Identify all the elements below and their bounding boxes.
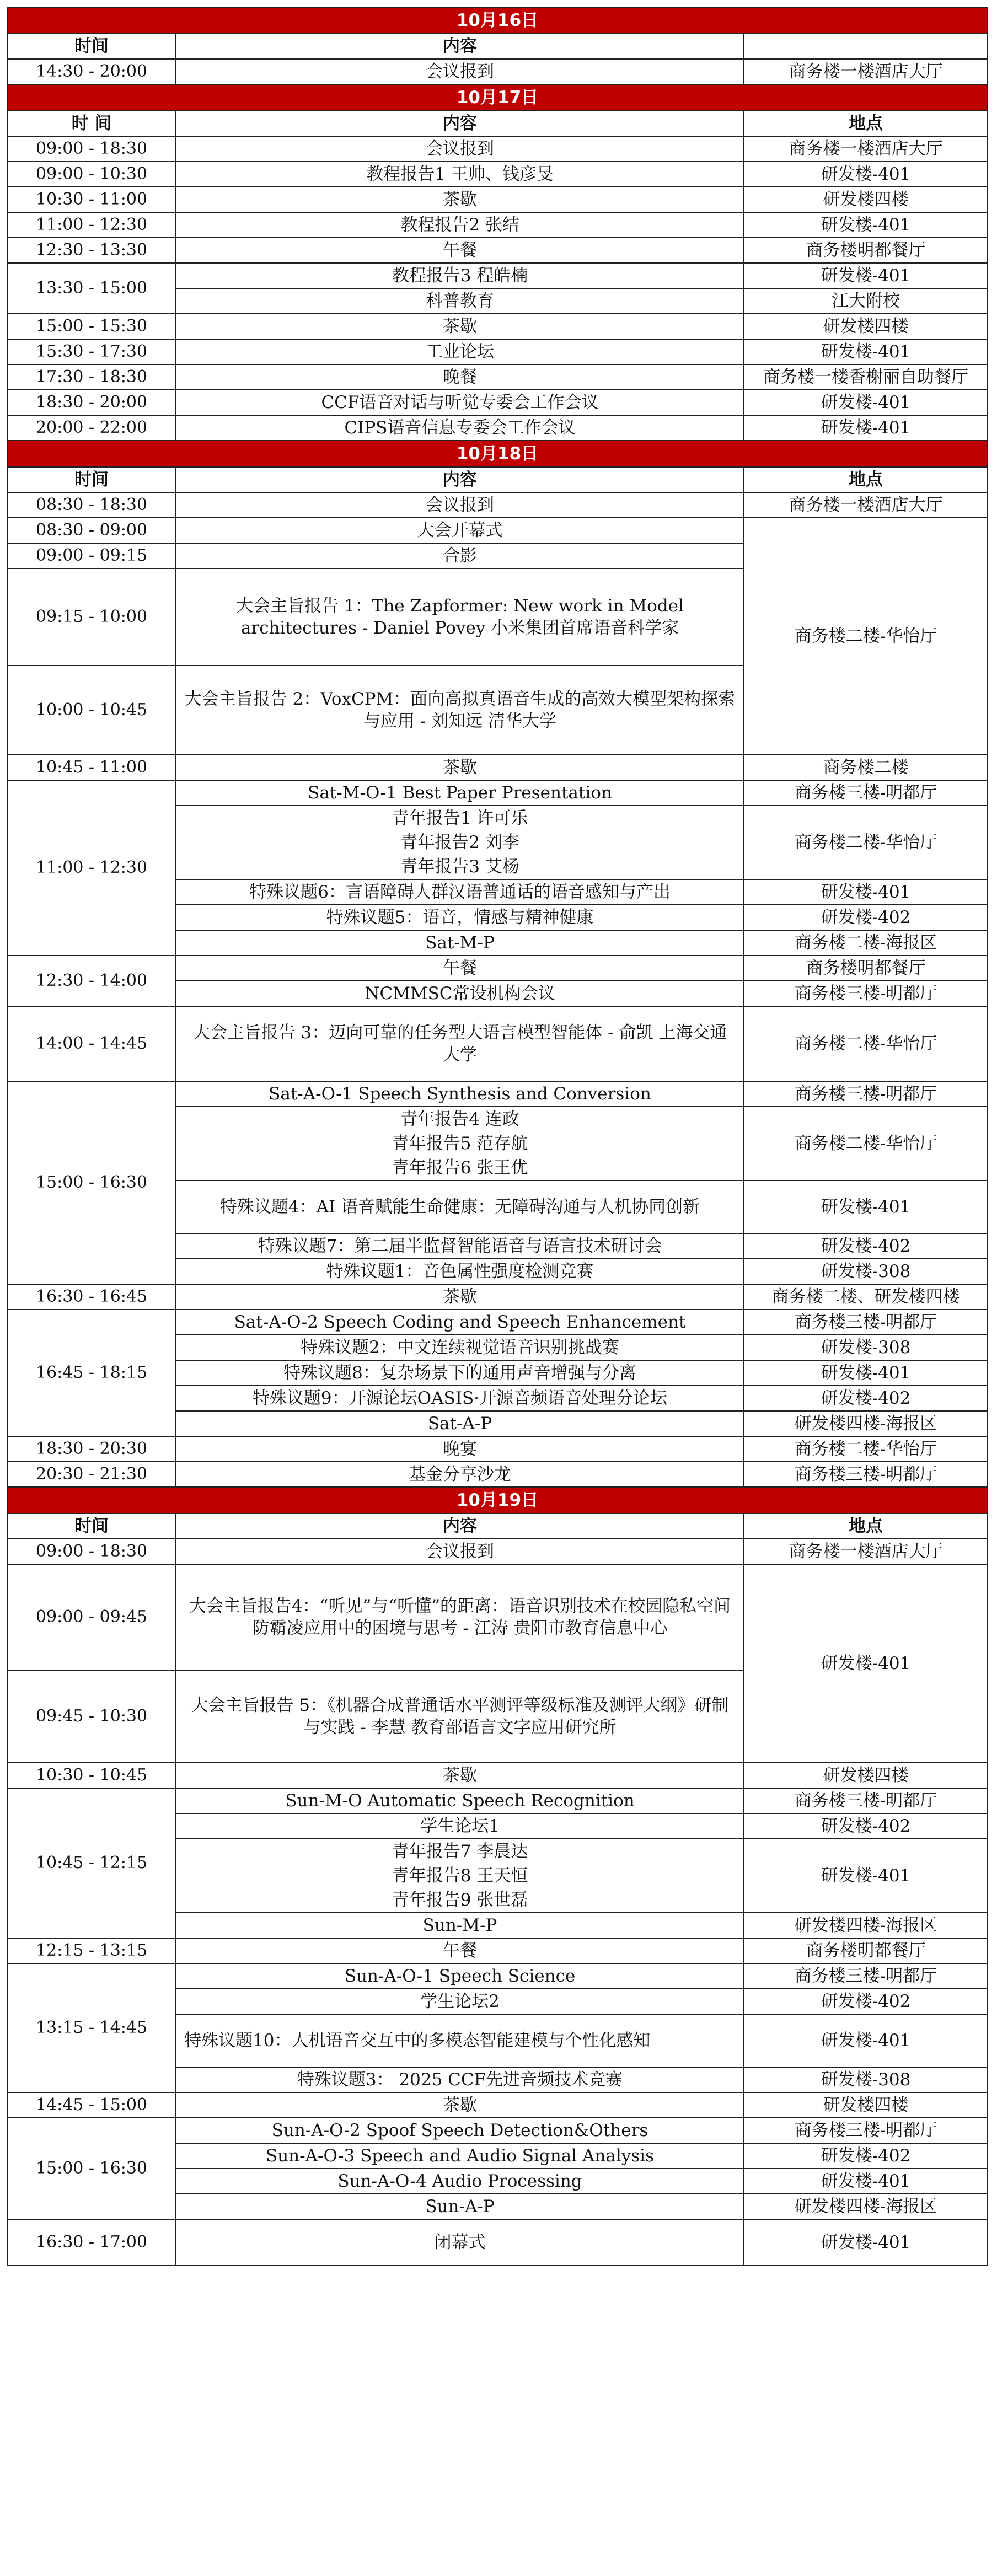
content-cell: Sun-A-P <box>176 2194 744 2219</box>
content-header: 内容 <box>176 111 744 136</box>
location-cell: 研发楼-402 <box>744 1813 988 1839</box>
content-cell: Sun-A-O-2 Spoof Speech Detection&Others <box>176 2118 744 2143</box>
location-cell: 研发楼-401 <box>744 2169 988 2194</box>
content-cell: 青年报告2 刘李 <box>176 830 744 855</box>
content-cell: 青年报告4 连政 <box>176 1107 744 1131</box>
time-cell: 09:00 - 18:30 <box>7 1539 176 1564</box>
time-cell: 08:30 - 18:30 <box>7 492 176 518</box>
content-cell: 基金分享沙龙 <box>176 1462 744 1487</box>
location-cell: 研发楼-401 <box>744 339 988 364</box>
column-header-row <box>7 34 988 59</box>
location-cell: 研发楼-401 <box>744 212 988 238</box>
location-cell: 商务楼三楼-明都厅 <box>744 1310 988 1335</box>
location-cell: 研发楼-401 <box>744 2219 988 2266</box>
location-header: 地点 <box>744 111 988 136</box>
content-cell: 特殊议题8：复杂场景下的通用声音增强与分离 <box>176 1360 744 1386</box>
content-cell: CIPS语音信息专委会工作会议 <box>176 415 744 441</box>
content-cell: 大会开幕式 <box>176 518 744 543</box>
schedule-table <box>7 7 988 2266</box>
content-header: 内容 <box>176 34 744 59</box>
day-header-row <box>7 7 988 34</box>
time-cell: 15:30 - 17:30 <box>7 339 176 364</box>
location-cell: 商务楼明都餐厅 <box>744 956 988 981</box>
location-cell: 商务楼三楼-明都厅 <box>744 780 988 806</box>
time-cell: 10:00 - 10:45 <box>7 666 176 755</box>
column-header-row <box>7 467 988 492</box>
content-cell: CCF语音对话与听觉专委会工作会议 <box>176 390 744 415</box>
time-cell: 13:15 - 14:45 <box>7 1963 176 2092</box>
content-cell: 大会主旨报告 3：迈向可靠的任务型大语言模型智能体 - 俞凯 上海交通大学 <box>176 1006 744 1081</box>
location-cell: 研发楼-401 <box>744 2014 988 2067</box>
content-cell: 青年报告9 张世磊 <box>176 1888 744 1913</box>
content-cell: 大会主旨报告 1：The Zapformer: New work in Model architectures - Daniel Povey 小米集团首席语音科学家 <box>176 568 744 666</box>
location-cell: 研发楼四楼 <box>744 187 988 212</box>
table-row <box>7 238 988 263</box>
location-cell: 研发楼-401 <box>744 879 988 905</box>
time-cell: 16:45 - 18:15 <box>7 1310 176 1436</box>
day-header-row <box>7 84 988 111</box>
content-cell: 会议报到 <box>176 492 744 518</box>
content-cell: 大会主旨报告 2：VoxCPM：面向高拟真语音生成的高效大模型架构探索与应用 - 刘知远 清华大学 <box>176 666 744 755</box>
table-row <box>7 415 988 441</box>
location-cell: 研发楼-401 <box>744 1564 988 1763</box>
location-cell: 研发楼-308 <box>744 2067 988 2092</box>
content-cell: 午餐 <box>176 238 744 263</box>
table-row <box>7 1436 988 1462</box>
time-cell: 09:45 - 10:30 <box>7 1670 176 1763</box>
table-row <box>7 1763 988 1788</box>
location-cell: 商务楼二楼-华怡厅 <box>744 1107 988 1180</box>
location-cell: 商务楼二楼-海报区 <box>744 930 988 956</box>
day-title: 10月17日 <box>7 84 988 111</box>
content-cell: 工业论坛 <box>176 339 744 364</box>
content-cell: 特殊议题9：开源论坛OASIS·开源音频语音处理分论坛 <box>176 1386 744 1411</box>
time-cell: 17:30 - 18:30 <box>7 364 176 390</box>
content-cell: 大会主旨报告4：“听见”与“听懂”的距离：语音识别技术在校园隐私空间防霸凌应用中的困境与思考 - 江涛 贵阳市教育信息中心 <box>176 1564 744 1670</box>
time-cell: 10:45 - 11:00 <box>7 755 176 780</box>
content-cell: Sat-A-O-1 Speech Synthesis and Conversion <box>176 1081 744 1107</box>
time-cell: 09:15 - 10:00 <box>7 568 176 666</box>
location-cell: 商务楼三楼-明都厅 <box>744 2118 988 2143</box>
time-cell: 09:00 - 10:30 <box>7 162 176 187</box>
location-cell: 商务楼三楼-明都厅 <box>744 981 988 1006</box>
content-cell: 青年报告1 许可乐 <box>176 806 744 830</box>
time-cell: 18:30 - 20:30 <box>7 1436 176 1462</box>
content-cell: 教程报告1 王帅、钱彦旻 <box>176 162 744 187</box>
location-cell: 研发楼-401 <box>744 162 988 187</box>
day-title: 10月16日 <box>7 7 988 34</box>
time-cell: 16:30 - 17:00 <box>7 2219 176 2266</box>
location-cell: 商务楼明都餐厅 <box>744 1938 988 1963</box>
content-cell: 青年报告3 艾杨 <box>176 855 744 879</box>
location-cell: 研发楼-401 <box>744 1180 988 1233</box>
table-row <box>7 518 988 543</box>
time-cell: 09:00 - 18:30 <box>7 136 176 162</box>
location-cell: 商务楼二楼-华怡厅 <box>744 518 988 755</box>
time-cell: 10:45 - 12:15 <box>7 1788 176 1938</box>
time-cell: 11:00 - 12:30 <box>7 212 176 238</box>
time-cell: 09:00 - 09:45 <box>7 1564 176 1670</box>
time-cell: 13:30 - 15:00 <box>7 263 176 314</box>
content-cell: 茶歇 <box>176 1284 744 1310</box>
table-row <box>7 956 988 981</box>
location-cell: 研发楼-401 <box>744 1839 988 1913</box>
location-cell: 研发楼-402 <box>744 1989 988 2014</box>
table-row <box>7 2092 988 2118</box>
content-cell: 青年报告6 张王优 <box>176 1156 744 1180</box>
content-cell: Sun-M-P <box>176 1913 744 1938</box>
location-cell: 商务楼三楼-明都厅 <box>744 1788 988 1813</box>
table-row <box>7 390 988 415</box>
content-cell: 会议报到 <box>176 59 744 84</box>
time-cell: 12:15 - 13:15 <box>7 1938 176 1963</box>
content-cell: 学生论坛2 <box>176 1989 744 2014</box>
content-header: 内容 <box>176 1514 744 1539</box>
time-cell: 12:30 - 14:00 <box>7 956 176 1006</box>
location-cell: 研发楼四楼 <box>744 1763 988 1788</box>
content-cell: 茶歇 <box>176 1763 744 1788</box>
table-row <box>7 1539 988 1564</box>
time-header: 时间 <box>7 1514 176 1539</box>
content-cell: 会议报到 <box>176 1539 744 1564</box>
time-cell: 15:00 - 15:30 <box>7 314 176 339</box>
content-cell: 晚餐 <box>176 364 744 390</box>
time-cell: 10:30 - 10:45 <box>7 1763 176 1788</box>
table-row <box>7 1938 988 1963</box>
location-header: 地点 <box>744 467 988 492</box>
location-cell: 江大附校 <box>744 288 988 314</box>
content-cell: 特殊议题7：第二届半监督智能语音与语言技术研讨会 <box>176 1233 744 1259</box>
table-row <box>7 212 988 238</box>
table-row <box>7 1310 988 1335</box>
time-header: 时间 <box>7 467 176 492</box>
content-cell: Sun-A-O-3 Speech and Audio Signal Analysis <box>176 2143 744 2169</box>
table-row <box>7 59 988 84</box>
time-header: 时 间 <box>7 111 176 136</box>
location-cell: 商务楼一楼香榭丽自助餐厅 <box>744 364 988 390</box>
content-cell: 午餐 <box>176 956 744 981</box>
location-cell: 商务楼二楼 <box>744 755 988 780</box>
table-row <box>7 1564 988 1670</box>
location-cell: 研发楼四楼-海报区 <box>744 1411 988 1436</box>
content-cell: 茶歇 <box>176 314 744 339</box>
location-header <box>744 34 988 59</box>
location-cell: 研发楼四楼-海报区 <box>744 1913 988 1938</box>
table-row <box>7 2118 988 2143</box>
content-cell: Sat-A-O-2 Speech Coding and Speech Enhancement <box>176 1310 744 1335</box>
location-cell: 研发楼-402 <box>744 1233 988 1259</box>
table-row <box>7 2219 988 2266</box>
time-cell: 11:00 - 12:30 <box>7 780 176 956</box>
content-cell: 特殊议题3： 2025 CCF先进音频技术竞赛 <box>176 2067 744 2092</box>
content-cell: Sun-A-O-4 Audio Processing <box>176 2169 744 2194</box>
location-cell: 研发楼-402 <box>744 2143 988 2169</box>
content-cell: 特殊议题6：言语障碍人群汉语普通话的语音感知与产出 <box>176 879 744 905</box>
table-row <box>7 1462 988 1487</box>
time-cell: 14:30 - 20:00 <box>7 59 176 84</box>
time-cell: 18:30 - 20:00 <box>7 390 176 415</box>
table-row <box>7 1284 988 1310</box>
location-cell: 研发楼四楼 <box>744 2092 988 2118</box>
day-title: 10月18日 <box>7 441 988 467</box>
location-cell: 研发楼四楼 <box>744 314 988 339</box>
content-cell: 青年报告8 王天恒 <box>176 1864 744 1888</box>
location-cell: 商务楼一楼酒店大厅 <box>744 59 988 84</box>
table-row <box>7 755 988 780</box>
location-cell: 研发楼-402 <box>744 905 988 930</box>
content-cell: 青年报告5 范存航 <box>176 1131 744 1156</box>
table-row <box>7 162 988 187</box>
time-cell: 14:45 - 15:00 <box>7 2092 176 2118</box>
content-cell: 青年报告7 李晨达 <box>176 1839 744 1864</box>
location-cell: 研发楼-401 <box>744 390 988 415</box>
table-row <box>7 492 988 518</box>
table-row <box>7 136 988 162</box>
time-cell: 20:00 - 22:00 <box>7 415 176 441</box>
location-cell: 研发楼-402 <box>744 1386 988 1411</box>
column-header-row <box>7 111 988 136</box>
content-cell: 晚宴 <box>176 1436 744 1462</box>
content-cell: 特殊议题5：语音，情感与精神健康 <box>176 905 744 930</box>
table-row <box>7 339 988 364</box>
location-cell: 商务楼三楼-明都厅 <box>744 1081 988 1107</box>
content-cell: Sun-A-O-1 Speech Science <box>176 1963 744 1989</box>
time-cell: 15:00 - 16:30 <box>7 2118 176 2219</box>
table-row <box>7 364 988 390</box>
table-row <box>7 1006 988 1081</box>
time-cell: 08:30 - 09:00 <box>7 518 176 543</box>
content-cell: 茶歇 <box>176 187 744 212</box>
content-cell: 特殊议题4：AI 语音赋能生命健康：无障碍沟通与人机协同创新 <box>176 1180 744 1233</box>
content-cell: 科普教育 <box>176 288 744 314</box>
table-row <box>7 1788 988 1813</box>
table-row <box>7 1081 988 1107</box>
location-cell: 研发楼-401 <box>744 1360 988 1386</box>
time-cell: 09:00 - 09:15 <box>7 543 176 568</box>
content-cell: 特殊议题1：音色属性强度检测竞赛 <box>176 1259 744 1284</box>
location-cell: 研发楼-401 <box>744 263 988 288</box>
day-title: 10月19日 <box>7 1487 988 1514</box>
content-cell: 特殊议题2：中文连续视觉语音识别挑战赛 <box>176 1335 744 1360</box>
location-cell: 商务楼二楼、研发楼四楼 <box>744 1284 988 1310</box>
table-row <box>7 187 988 212</box>
content-cell: Sat-A-P <box>176 1411 744 1436</box>
time-cell: 15:00 - 16:30 <box>7 1081 176 1284</box>
content-cell: Sun-M-O Automatic Speech Recognition <box>176 1788 744 1813</box>
location-cell: 商务楼三楼-明都厅 <box>744 1963 988 1989</box>
location-cell: 商务楼一楼酒店大厅 <box>744 492 988 518</box>
location-header: 地点 <box>744 1514 988 1539</box>
location-cell: 商务楼二楼-华怡厅 <box>744 1436 988 1462</box>
content-cell: 教程报告2 张结 <box>176 212 744 238</box>
location-cell: 研发楼四楼-海报区 <box>744 2194 988 2219</box>
table-row <box>7 1963 988 1989</box>
time-cell: 16:30 - 16:45 <box>7 1284 176 1310</box>
time-cell: 20:30 - 21:30 <box>7 1462 176 1487</box>
content-cell: 茶歇 <box>176 2092 744 2118</box>
content-cell: 大会主旨报告 5：《机器合成普通话水平测评等级标准及测评大纲》研制与实践 - 李慧 教育部语言文字应用研究所 <box>176 1670 744 1763</box>
content-cell: 合影 <box>176 543 744 568</box>
location-cell: 商务楼一楼酒店大厅 <box>744 136 988 162</box>
content-cell: Sat-M-P <box>176 930 744 956</box>
location-cell: 研发楼-401 <box>744 415 988 441</box>
content-cell: 午餐 <box>176 1938 744 1963</box>
content-cell: 教程报告3 程皓楠 <box>176 263 744 288</box>
location-cell: 商务楼三楼-明都厅 <box>744 1462 988 1487</box>
content-cell: 学生论坛1 <box>176 1813 744 1839</box>
time-cell: 12:30 - 13:30 <box>7 238 176 263</box>
content-cell: 会议报到 <box>176 136 744 162</box>
content-cell: 茶歇 <box>176 755 744 780</box>
location-cell: 商务楼二楼-华怡厅 <box>744 806 988 879</box>
table-row <box>7 314 988 339</box>
time-header: 时间 <box>7 34 176 59</box>
content-cell: 特殊议题10：人机语音交互中的多模态智能建模与个性化感知 <box>176 2014 744 2067</box>
content-cell: NCMMSC常设机构会议 <box>176 981 744 1006</box>
location-cell: 研发楼-308 <box>744 1335 988 1360</box>
location-cell: 研发楼-308 <box>744 1259 988 1284</box>
time-cell: 14:00 - 14:45 <box>7 1006 176 1081</box>
content-header: 内容 <box>176 467 744 492</box>
day-header-row <box>7 1487 988 1514</box>
time-cell: 10:30 - 11:00 <box>7 187 176 212</box>
content-cell: 闭幕式 <box>176 2219 744 2266</box>
day-header-row <box>7 441 988 467</box>
location-cell: 商务楼明都餐厅 <box>744 238 988 263</box>
location-cell: 商务楼二楼-华怡厅 <box>744 1006 988 1081</box>
table-row <box>7 780 988 806</box>
column-header-row <box>7 1514 988 1539</box>
location-cell: 商务楼一楼酒店大厅 <box>744 1539 988 1564</box>
table-row <box>7 263 988 288</box>
content-cell: Sat-M-O-1 Best Paper Presentation <box>176 780 744 806</box>
